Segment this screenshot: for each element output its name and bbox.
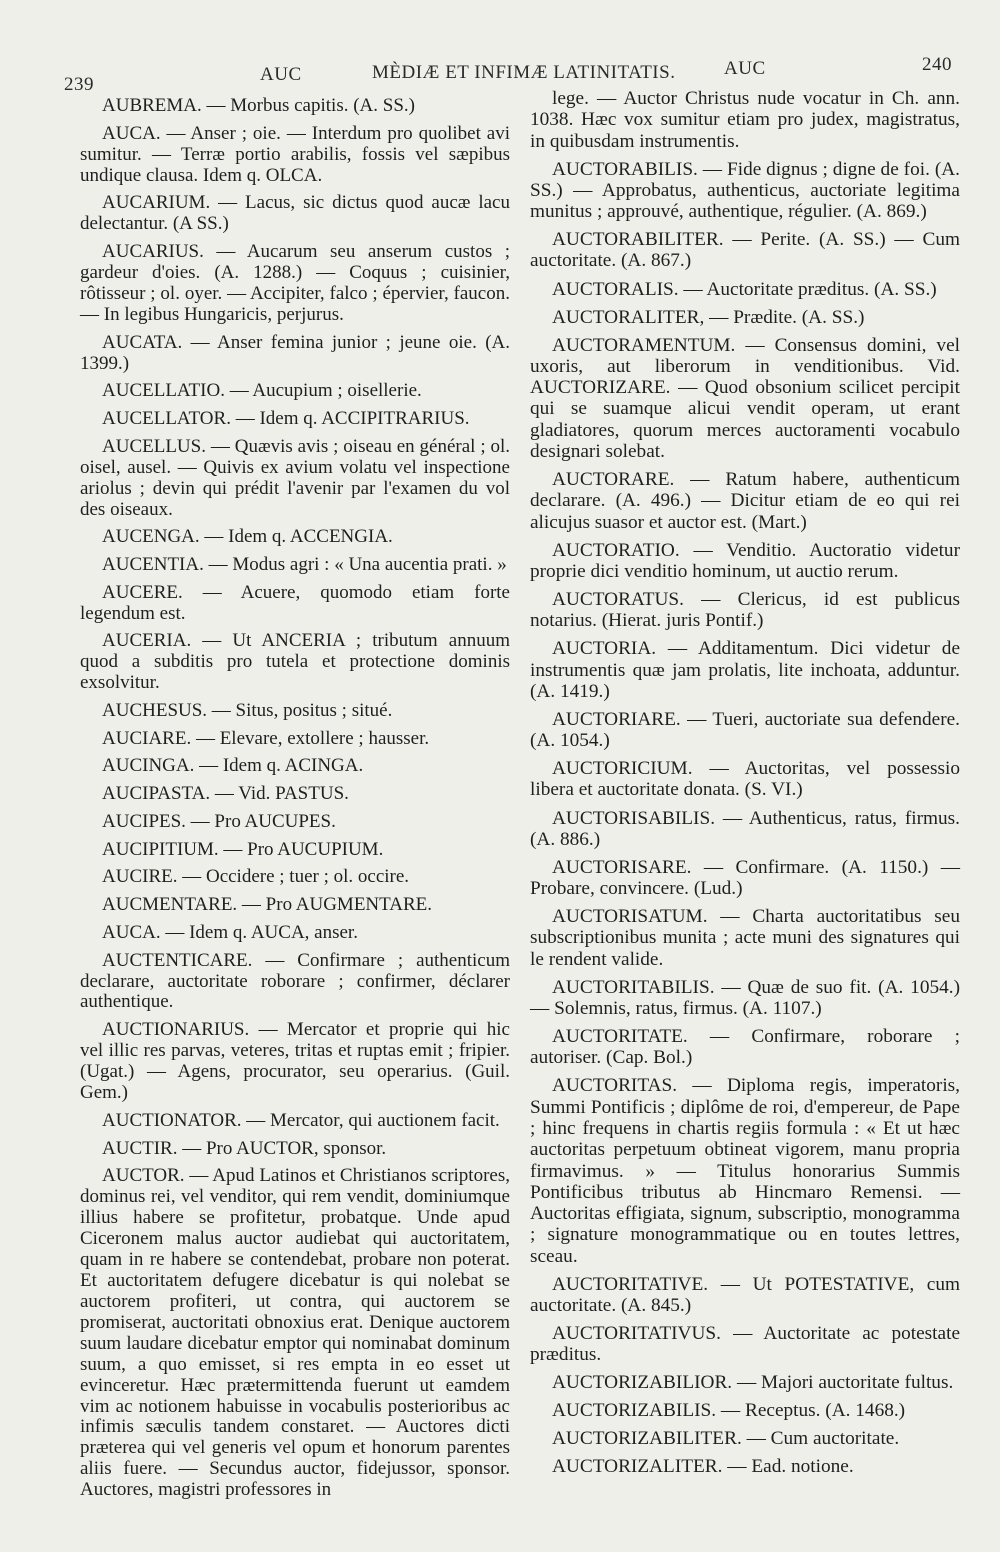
dictionary-entry: AUCTORATIO. — Venditio. Auctoratio videtur proprie dici venditio hominum, ut auctio rerum. — [530, 539, 960, 582]
dictionary-entry: AUCIPASTA. — Vid. PASTUS. — [102, 783, 349, 805]
dictionary-entry: AUCA. — Anser ; oie. — Interdum pro quolibet avi sumitur. — Terræ portio arabilis, fossis vel sæpibus undique clausa. Idem q. OLCA. — [80, 122, 510, 186]
dictionary-entry: AUCARIUM. — Lacus, sic dictus quod aucæ lacu delectantur. (A SS.) — [80, 192, 510, 235]
dictionary-entry: AUCIARE. — Elevare, extollere ; hausser. — [102, 727, 430, 749]
dictionary-entry: AUCTIR. — Pro AUCTOR, sponsor. — [102, 1137, 387, 1159]
page-number-right: 240 — [922, 54, 952, 75]
dictionary-entry: AUCERE. — Acuere, quomodo etiam forte legendum est. — [80, 581, 510, 624]
dictionary-entry: AUCTORIZABILIOR. — Majori auctoritate fultus. — [552, 1372, 954, 1394]
dictionary-entry: AUCTORALIS. — Auctoritate præditus. (A. SS.) — [552, 278, 937, 300]
dictionary-entry: AUCENTIA. — Modus agri : « Una aucentia prati. » — [102, 553, 507, 575]
dictionary-entry: AUCA. — Idem q. AUCA, anser. — [102, 921, 358, 943]
head-title: MÈDIÆ ET INFIMÆ LATINITATIS. — [372, 62, 676, 83]
dictionary-entry: lege. — Auctor Christus nude vocatur in Ch. ann. 1038. Hæc vox sumitur etiam pro judex, magistratus, in quibusdam instrumentis. — [530, 88, 960, 152]
dictionary-entry: AUCTORABILITER. — Perite. (A. SS.) — Cum auctoritate. (A. 867.) — [530, 229, 960, 272]
dictionary-entry: AUCELLATIO. — Aucupium ; oisellerie. — [102, 380, 422, 402]
head-guide-word-right: AUC — [724, 58, 766, 79]
dictionary-entry: AUCTENTICARE. — Confirmare ; authenticum declarare, auctoritate roborare ; confirmer, déclarer authentique. — [80, 949, 510, 1013]
dictionary-entry: AUCENGA. — Idem q. ACCENGIA. — [102, 526, 393, 548]
dictionary-entry: AUCIPITIUM. — Pro AUCUPIUM. — [102, 838, 384, 860]
head-guide-word-left: AUC — [260, 64, 302, 85]
dictionary-entry: AUCTORISABILIS. — Authenticus, ratus, firmus. (A. 886.) — [530, 807, 960, 850]
dictionary-entry: AUCTORATUS. — Clericus, id est publicus notarius. (Hierat. juris Pontif.) — [530, 588, 960, 632]
dictionary-entry: AUCARIUS. — Aucarum seu anserum custos ; gardeur d'oies. (A. 1288.) — Coquus ; cuisinier, rôtisseur ; ol. oyer. — Accipiter, falco ; épervier, faucon. — In legibus Hungaricis, perjurus. — [80, 241, 510, 325]
dictionary-entry: AUCHESUS. — Situs, positus ; situé. — [102, 700, 393, 721]
dictionary-entry: AUCATA. — Anser femina junior ; jeune oie. (A. 1399.) — [80, 331, 510, 374]
dictionary-entry: AUCIPES. — Pro AUCUPES. — [102, 810, 336, 832]
dictionary-entry: AUCIRE. — Occidere ; tuer ; ol. occire. — [102, 866, 410, 888]
dictionary-entry: AUBREMA. — Morbus capitis. (A. SS.) — [102, 95, 415, 116]
dictionary-entry: AUCTORIZABILIS. — Receptus. (A. 1468.) — [552, 1400, 906, 1422]
dictionary-entry: AUCTORISARE. — Confirmare. (A. 1150.) — Probare, convincere. (Lud.) — [530, 856, 960, 900]
dictionary-entry: AUCINGA. — Idem q. ACINGA. — [102, 755, 364, 777]
dictionary-entry: AUCELLUS. — Quævis avis ; oiseau en général ; ol. oisel, ausel. — Quivis ex avium volatu vel inspectione ariolus ; devin qui prédit l'avenir par l'examen du vol des oiseaux. — [80, 435, 510, 520]
dictionary-entry: AUCTORICIUM. — Auctoritas, vel possessio libera et auctoritate donata. (S. VI.) — [530, 758, 960, 801]
dictionary-entry: AUCTORIZABILITER. — Cum auctoritate. — [552, 1428, 900, 1450]
dictionary-entry: AUCTORAMENTUM. — Consensus domini, vel uxoris, aut liberorum in venditionibus. Vid. AUCTORIZARE. — Quod obsonium scilicet percipit qui se suamque alicui vendit operam, ut erant gladiatores, quorum merces auctoramenti vocabulo designari solebat. — [530, 334, 960, 462]
dictionary-entry: AUCTIONARIUS. — Mercator et proprie qui hic vel illic res parvas, veteres, tritas et ruptas emit ; fripier. (Ugat.) — Agens, procurator, seu operarius. (Guil. Gem.) — [80, 1019, 510, 1104]
dictionary-entry: AUCTOR. — Apud Latinos et Christianos scriptores, dominus rei, vel venditor, qui rem vendit, dominiumque illius habere se profitetur, probatque. Unde apud Ciceronem malus auctor audiebat qui auctoritatem, quam in re habere se contendebat, probare non poterat. Et auctoritatem defugere dicebatur is qui nolebat se auctorem profiteri, ut contra, qui auctorem se promiserat, auctoritati obnoxius erat. Denique auctorem suum laudare dicebatur emptor qui nominabat dominum suum, a quo emisset, si res empta in eo esset ut evinceretur. Hæc prætermittenda fuerunt ut eamdem vim ac notionem habuisse in vocabulis posterioribus ac infimis sæculis tandem constaret. — Auctores dicti præterea qui vel generis vel opum et honorum parentes aliis fuere. — Secundus auctor, fidejussor, sponsor. Auctores, magistri professores in — [80, 1165, 510, 1501]
dictionary-entry: AUCTORISATUM. — Charta auctoritatibus seu subscriptionibus munita ; acte muni des signatures qui le rendent valide. — [530, 906, 960, 970]
dictionary-entry: AUCTORIZALITER. — Ead. notione. — [552, 1456, 854, 1478]
left-column — [80, 96, 510, 1508]
dictionary-entry: AUCERIA. — Ut ANCERIA ; tributum annuum quod a subditis pro tutela et protectione dominis exsolvitur. — [80, 630, 510, 694]
dictionary-entry: AUCTIONATOR. — Mercator, qui auctionem facit. — [102, 1109, 500, 1131]
dictionary-entry: AUCTORITAS. — Diploma regis, imperatoris, Summi Pontificis ; diplôme de roi, d'empereur, de Pape ; hinc frequens in chartis regiis formula : « Et ut hæc auctoritas perpetuum obtineat vigorem, manu propria firmavimus. » — Titulus honorarius Summis Pontificibus tributus ab Hincmaro Remensi. — Auctoritas effigiata, signum, subscriptio, monogramma ; signature monogrammatique ou en toutes lettres, sceau. — [530, 1075, 960, 1267]
dictionary-entry: AUCTORITATIVUS. — Auctoritate ac potestate præditus. — [530, 1322, 960, 1366]
dictionary-entry: AUCTORITATE. — Confirmare, roborare ; autoriser. (Cap. Bol.) — [530, 1026, 960, 1069]
right-column — [530, 88, 960, 1485]
dictionary-entry: AUCTORITABILIS. — Quæ de suo fit. (A. 1054.) — Solemnis, ratus, firmus. (A. 1107.) — [530, 976, 960, 1020]
dictionary-entry: AUCTORIA. — Additamentum. Dici videtur de instrumentis quæ jam prolatis, lite inchoata, adduntur. (A. 1419.) — [530, 638, 960, 702]
dictionary-entry: AUCTORIARE. — Tueri, auctoriate sua defendere. (A. 1054.) — [530, 708, 960, 752]
running-head — [64, 54, 952, 95]
dictionary-entry: AUCTORABILIS. — Fide dignus ; digne de foi. (A. SS.) — Approbatus, authenticus, auctoriate legitima munitus ; approuvé, authentique, régulier. (A. 869.) — [530, 158, 960, 223]
dictionary-entry: AUCTORARE. — Ratum habere, authenticum declarare. (A. 496.) — Dicitur etiam de eo qui rei alicujus suasor et auctor est. (Mart.) — [530, 469, 960, 533]
page-number-left: 239 — [64, 74, 94, 95]
dictionary-entry: AUCMENTARE. — Pro AUGMENTARE. — [102, 894, 432, 916]
dictionary-entry: AUCTORALITER, — Prædite. (A. SS.) — [552, 306, 865, 328]
dictionary-entry: AUCTORITATIVE. — Ut POTESTATIVE, cum auctoritate. (A. 845.) — [530, 1273, 960, 1316]
dictionary-entry: AUCELLATOR. — Idem q. ACCIPITRARIUS. — [102, 407, 470, 429]
